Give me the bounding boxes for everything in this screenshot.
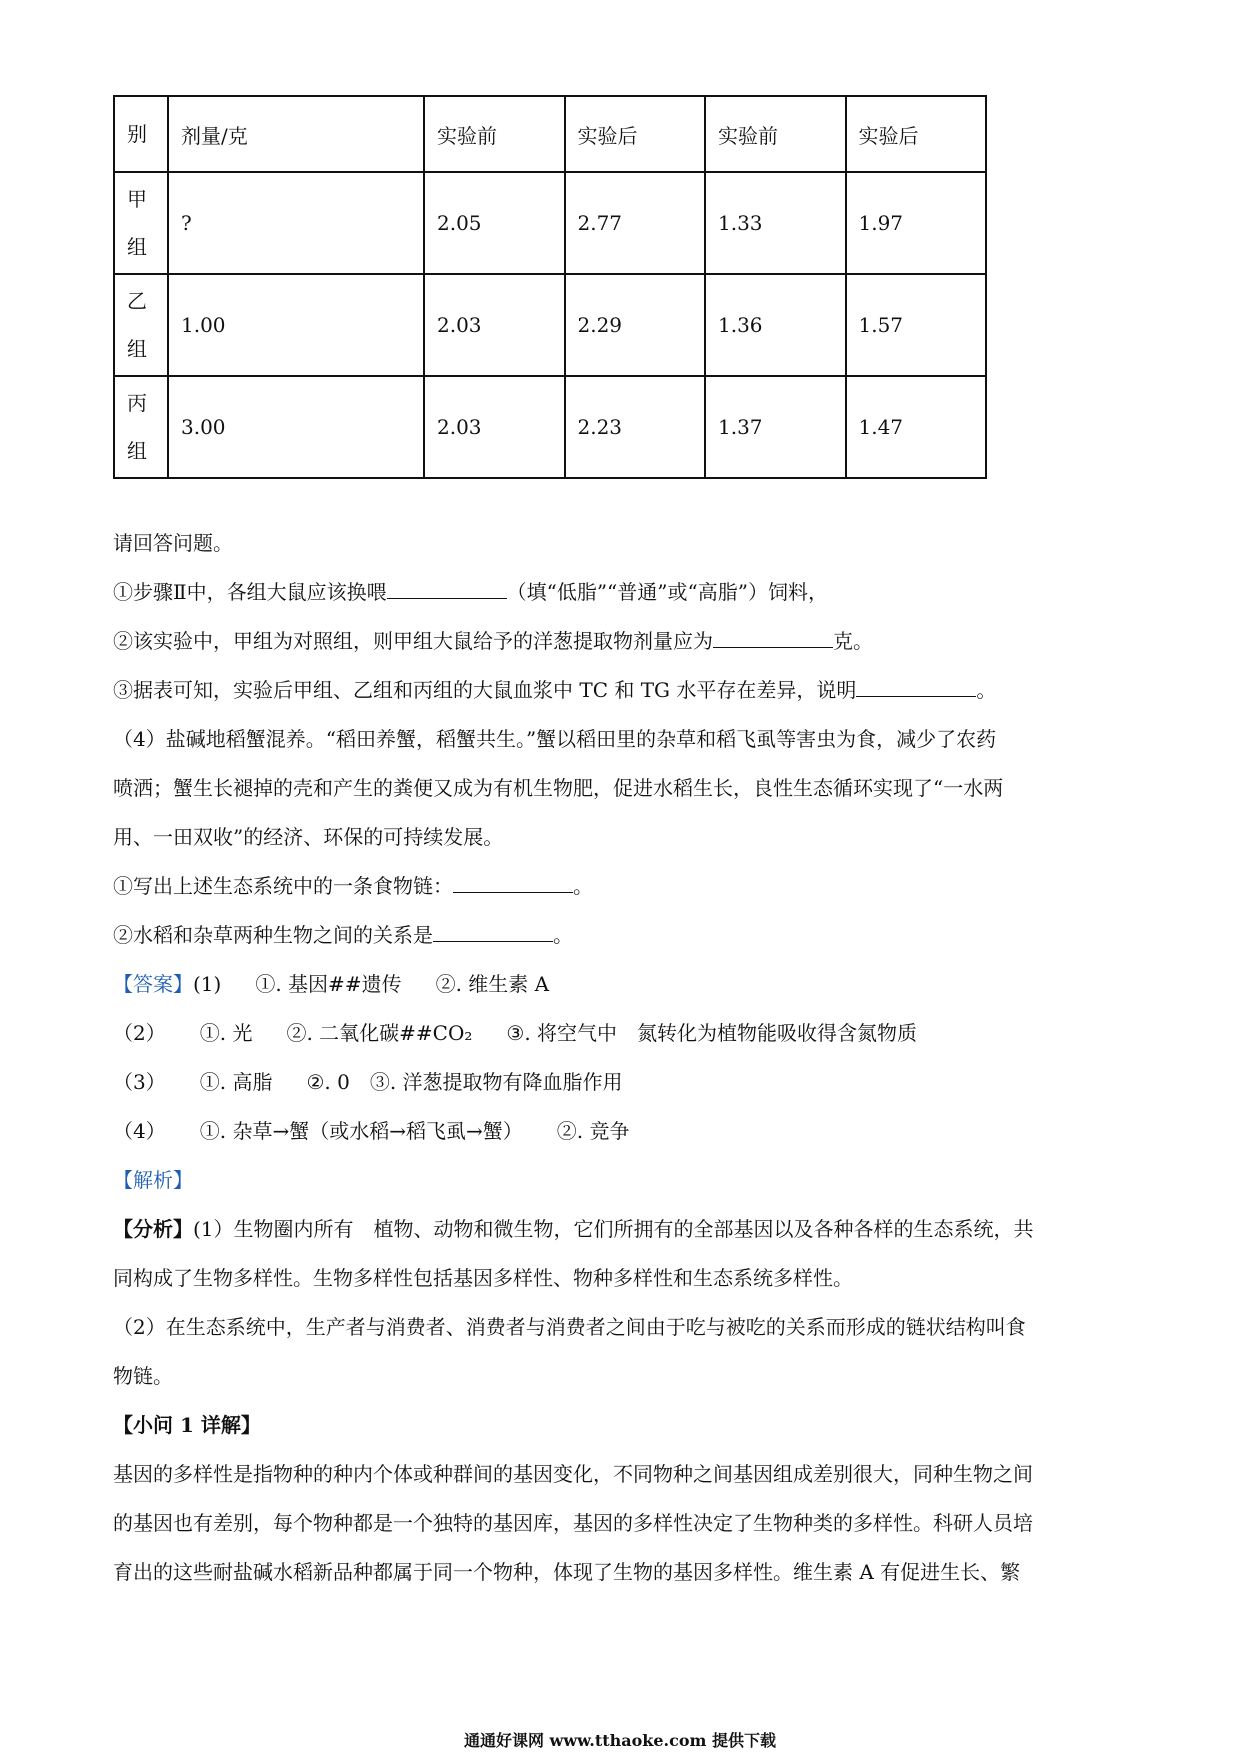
question-text: ①步骤Ⅱ中，各组大鼠应该换喂 <box>113 580 387 604</box>
answer-part: 氮转化为植物能吸收得含氮物质 <box>637 1021 918 1045</box>
question-line <box>113 578 828 606</box>
answer-part: ①. 高脂 <box>199 1070 273 1094</box>
analysis-tag: 【解析】 <box>113 1168 193 1192</box>
table-cell: 1.00 <box>168 274 424 376</box>
table-header-cell: 别 <box>114 96 168 172</box>
analysis-text: (1）生物圈内所有 <box>193 1217 354 1241</box>
question-prompt: 请回答问题。 <box>113 531 233 555</box>
answer-part: ③. 洋葱提取物有降血脂作用 <box>369 1070 623 1094</box>
table-cell: 1.37 <box>705 376 846 478</box>
group-label-bottom: 组 <box>127 235 147 259</box>
answer-number: (1) <box>193 972 222 996</box>
table-cell: 2.77 <box>565 172 706 274</box>
experiment-data-table <box>113 95 987 479</box>
detail-line: 育出的这些耐盐碱水稻新品种都属于同一个物种，体现了生物的基因多样性。维生素 A 有促进生长、繁 <box>113 1560 1021 1584</box>
group-label-top: 甲 <box>127 187 147 211</box>
table-cell: ? <box>168 172 424 274</box>
answer-tag: 【答案】 <box>113 972 193 996</box>
paragraph-line: 喷洒；蟹生长褪掉的壳和产生的粪便又成为有机生物肥，促进水稻生长，良性生态循环实现了“一水两 <box>113 776 1004 800</box>
answer-blank <box>856 676 976 697</box>
answer-number: （3） <box>113 1070 166 1094</box>
answer-part: ②. 竞争 <box>556 1119 630 1143</box>
table-cell: 2.03 <box>424 376 565 478</box>
group-label-bottom: 组 <box>127 439 147 463</box>
question-text: ②水稻和杂草两种生物之间的关系是 <box>113 923 433 947</box>
table-row <box>114 172 986 274</box>
group-label-bottom: 组 <box>127 337 147 361</box>
table-cell: 1.97 <box>846 172 987 274</box>
group-label-top: 丙 <box>127 391 147 415</box>
question-text: 。 <box>573 874 593 898</box>
table-header-cell: 实验后 <box>846 96 987 172</box>
table-cell: 1.57 <box>846 274 987 376</box>
answer-number: （4） <box>113 1119 166 1143</box>
question-text: ①写出上述生态系统中的一条食物链： <box>113 874 453 898</box>
subquestion-heading: 【小问 1 详解】 <box>113 1413 261 1437</box>
answer-part: ②. 维生素 A <box>435 972 550 996</box>
table-cell: 2.03 <box>424 274 565 376</box>
answer-line <box>113 1068 623 1096</box>
answer-blank <box>433 921 553 942</box>
question-text: ③据表可知，实验后甲组、乙组和丙组的大鼠血浆中 TC 和 TG 水平存在差异，说明 <box>113 678 857 702</box>
answer-blank <box>713 627 833 648</box>
analysis-text: 植物、动物和微生物，它们所拥有的全部基因以及各种各样的生态系统，共 <box>373 1217 1034 1241</box>
answer-line <box>113 1117 629 1145</box>
paragraph-line: （4）盐碱地稻蟹混养。“稻田养蟹，稻蟹共生。”蟹以稻田里的杂草和稻飞虱等害虫为食，减少了农药 <box>113 727 997 751</box>
analysis-label: 【分析】 <box>113 1217 193 1241</box>
analysis-line <box>113 1215 1034 1243</box>
table-header-row <box>114 96 986 172</box>
question-line <box>113 921 573 949</box>
group-cell <box>114 172 168 274</box>
answer-part: ②. 二氧化碳##CO₂ <box>286 1021 473 1045</box>
answer-number: （2） <box>113 1021 166 1045</box>
analysis-line: （2）在生态系统中，生产者与消费者、消费者与消费者之间由于吃与被吃的关系而形成的链状结构叫食 <box>113 1315 1026 1339</box>
table-row <box>114 274 986 376</box>
question-line <box>113 872 593 900</box>
paragraph-line: 用、一田双收”的经济、环保的可持续发展。 <box>113 825 504 849</box>
table-cell: 1.36 <box>705 274 846 376</box>
question-line <box>113 627 873 655</box>
question-line <box>113 676 996 704</box>
table-cell: 2.23 <box>565 376 706 478</box>
answer-part: ①. 杂草→蟹（或水稻→稻飞虱→蟹） <box>199 1119 523 1143</box>
table-header-cell: 实验前 <box>705 96 846 172</box>
table-header-cell: 实验后 <box>565 96 706 172</box>
question-text: （填“低脂”“普通”或“高脂”）饲料， <box>506 580 828 604</box>
table-cell: 3.00 <box>168 376 424 478</box>
answer-part: ③. 将空气中 <box>506 1021 618 1045</box>
answer-part: ②. 0 <box>306 1070 350 1094</box>
table-row <box>114 376 986 478</box>
answer-part: ①. 基因##遗传 <box>255 972 402 996</box>
group-label-top: 乙 <box>127 289 147 313</box>
analysis-line: 物链。 <box>113 1364 173 1388</box>
table-cell: 2.05 <box>424 172 565 274</box>
question-text: 。 <box>976 678 997 702</box>
page-footer: 通通好课网 www.tthaoke.com 提供下载 <box>463 1731 777 1750</box>
analysis-line: 同构成了生物多样性。生物多样性包括基因多样性、物种多样性和生态系统多样性。 <box>113 1266 853 1290</box>
table-cell: 1.47 <box>846 376 987 478</box>
table-cell: 1.33 <box>705 172 846 274</box>
table-cell: 2.29 <box>565 274 706 376</box>
group-cell <box>114 376 168 478</box>
answer-line <box>113 1019 917 1047</box>
question-text: ②该实验中，甲组为对照组，则甲组大鼠给予的洋葱提取物剂量应为 <box>113 629 713 653</box>
answer-line <box>113 970 549 998</box>
table-header-cell: 实验前 <box>424 96 565 172</box>
question-text: 。 <box>553 923 573 947</box>
answer-blank <box>387 578 507 599</box>
table-header-cell: 剂量/克 <box>168 96 424 172</box>
answer-blank <box>453 872 573 893</box>
detail-line: 基因的多样性是指物种的种内个体或种群间的基因变化，不同物种之间基因组成差别很大，同种生物之间 <box>113 1462 1033 1486</box>
group-cell <box>114 274 168 376</box>
question-text: 克。 <box>833 629 873 653</box>
detail-line: 的基因也有差别，每个物种都是一个独特的基因库，基因的多样性决定了生物种类的多样性。科研人员培 <box>113 1511 1033 1535</box>
answer-part: ①. 光 <box>199 1021 253 1045</box>
